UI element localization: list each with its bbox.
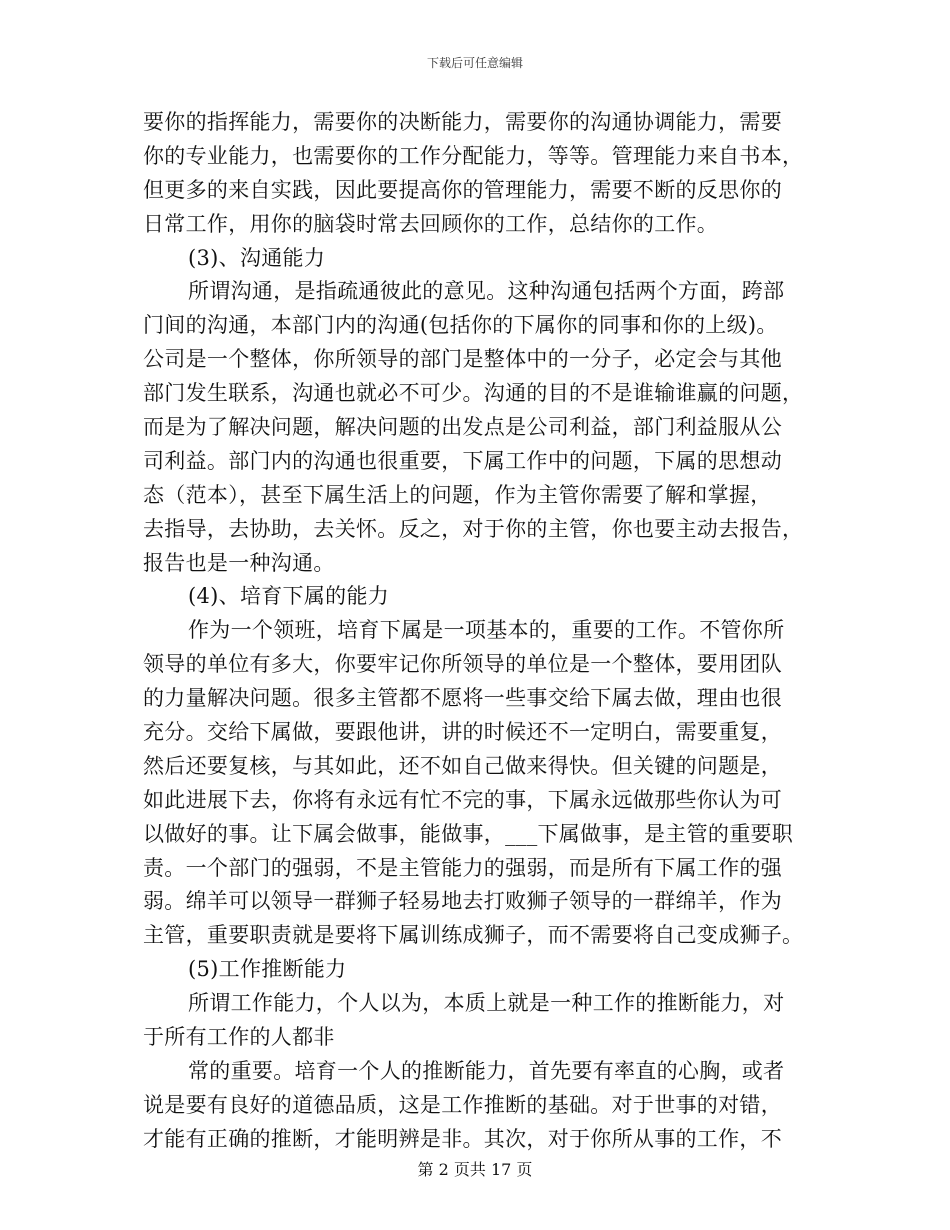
text-line: 你的专业能力，也需要你的工作分配能力，等等。管理能力来自书本， (143, 143, 804, 168)
page-header: 下载后可任意编辑 (426, 56, 523, 70)
text-line: 然后还要复核，与其如此，还不如自己做来得快。但关键的问题是， (143, 753, 782, 778)
text-line: 如此进展下去，你将有永远有忙不完的事，下属永远做那些你认为可 (143, 787, 782, 812)
text-line: 常的重要。培育一个人的推断能力，首先要有率直的心胸，或者 (188, 1058, 785, 1083)
document-body (143, 106, 803, 1157)
text-line: 司利益。部门内的沟通也很重要，下属工作中的问题，下属的思想动 (143, 448, 782, 473)
text-line: 去指导，去协助，去关怀。反之，对于你的主管，你也要主动去报告， (143, 516, 804, 541)
text-line: 说是要有良好的道德品质，这是工作推断的基础。对于世事的对错， (143, 1092, 782, 1117)
text-line: 所谓沟通，是指疏通彼此的意见。这种沟通包括两个方面，跨部 (188, 279, 785, 304)
text-line: 要你的指挥能力，需要你的决断能力，需要你的沟通协调能力，需要 (143, 110, 782, 134)
page-footer: 第 2 页共 17 页 (417, 1160, 533, 1179)
text-line: 充分。交给下属做，要跟他讲，讲的时候还不一定明白，需要重复， (143, 720, 782, 745)
text-line: 的力量解决问题。很多主管都不愿将一些事交给下属去做，理由也很 (143, 686, 782, 711)
text-line: 弱。绵羊可以领导一群狮子轻易地去打败狮子领导的一群绵羊，作为 (143, 889, 782, 914)
text-line: 于所有工作的人都非 (143, 1025, 335, 1050)
text-line: 门间的沟通，本部门内的沟通(包括你的下属你的同事和你的上级)。 (143, 313, 778, 338)
text-line: 公司是一个整体，你所领导的部门是整体中的一分子，必定会与其他 (143, 347, 782, 372)
text-line: 态（范本），甚至下属生活上的问题，作为主管你需要了解和掌握， (143, 482, 772, 507)
text-line: 责。一个部门的强弱，不是主管能力的强弱，而是所有下属工作的强 (143, 855, 782, 880)
text-line: 但更多的来自实践，因此要提高你的管理能力，需要不断的反思你的 (143, 177, 782, 202)
text-line: 而是为了解决问题，解决问题的出发点是公司利益，部门利益服从公 (143, 415, 782, 440)
text-line: 主管，重要职责就是要将下属训练成狮子，而不需要将自己变成狮子。 (143, 923, 804, 948)
text-line: 报告也是一种沟通。 (143, 550, 335, 575)
text-line: (4)、培育下属的能力 (188, 584, 390, 609)
text-line: (5)工作推断能力 (188, 957, 347, 982)
text-line: 以做好的事。让下属会做事，能做事，___下属做事，是主管的重要职 (143, 821, 794, 846)
text-line: 日常工作，用你的脑袋时常去回顾你的工作，总结你的工作。 (143, 211, 719, 236)
text-line: 部门发生联系，沟通也就必不可少。沟通的目的不是谁输谁赢的问题， (143, 381, 804, 406)
text-line: 领导的单位有多大，你要牢记你所领导的单位是一个整体，要用团队 (143, 652, 782, 677)
text-line: 所谓工作能力，个人以为，本质上就是一种工作的推断能力，对 (188, 991, 785, 1016)
text-line: 才能有正确的推断，才能明辨是非。其次，对于你所从事的工作，不 (143, 1126, 782, 1151)
text-line: (3)、沟通能力 (188, 245, 326, 270)
text-line: 作为一个领班，培育下属是一项基本的，重要的工作。不管你所 (188, 618, 785, 643)
